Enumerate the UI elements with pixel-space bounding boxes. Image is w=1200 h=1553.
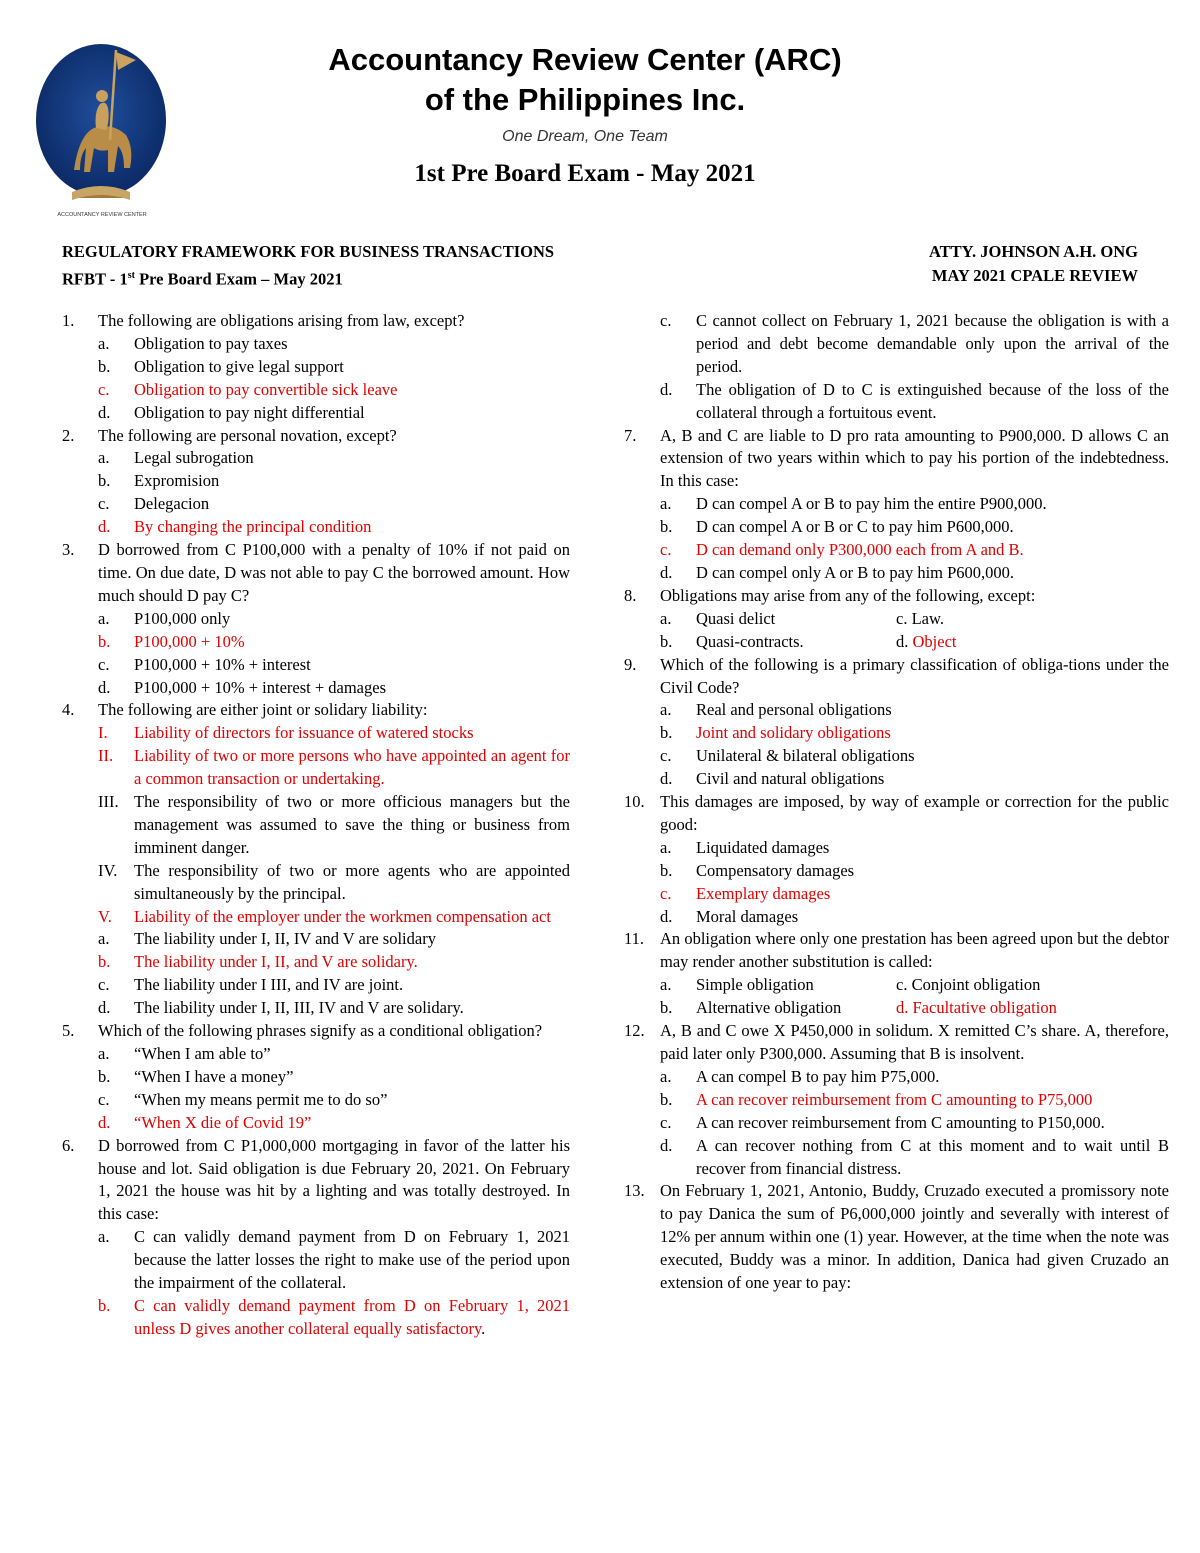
- option: a. Real and personal obligations: [660, 700, 892, 720]
- page-header: [230, 40, 940, 188]
- option: b. D can compel A or B or C to pay him P600,000.: [660, 517, 1014, 537]
- option-row: b. Quasi-contracts. d. Object: [660, 631, 957, 651]
- subject-info: [62, 240, 554, 292]
- option: d. Obligation to pay night differential: [98, 402, 365, 422]
- option: c. Delegacion: [98, 494, 210, 514]
- question-8: 8. Obligations may arise from any of the following, except:: [624, 585, 1036, 605]
- answer-option: b. Joint and solidary obligations: [660, 723, 891, 743]
- author-name: ATTY. JOHNSON A.H. ONG: [928, 242, 1138, 261]
- statement-item: III. The responsibility of two or more officious managers but the management was assumed to save the thing or business from imminent danger.: [98, 792, 570, 857]
- subject-title: REGULATORY FRAMEWORK FOR BUSINESS TRANSACTIONS: [62, 242, 555, 261]
- option-row: a. Quasi delict c. Law.: [660, 608, 944, 628]
- option: d. Civil and natural obligations: [660, 769, 885, 789]
- option: a. Obligation to pay taxes: [98, 333, 288, 353]
- question-10: 10. This damages are imposed, by way of example or correction for the public good:: [624, 792, 1169, 834]
- answer-option: b. The liability under I, II, and V are solidary.: [98, 952, 418, 972]
- answer-option: c. Exemplary damages: [660, 883, 831, 903]
- option: c. The liability under I III, and IV are joint.: [98, 975, 404, 995]
- answer-option: d. By changing the principal condition: [98, 517, 372, 537]
- answer-option: c. D can demand only P300,000 each from A and B.: [660, 540, 1024, 560]
- option: c. C cannot collect on February 1, 2021 because the obligation is with a period and debt become demandable only upon the arrival of the period.: [660, 311, 1169, 376]
- option: c. A can recover reimbursement from C amounting to P150,000.: [660, 1112, 1105, 1132]
- option: d. Moral damages: [660, 906, 799, 926]
- option: a. Liquidated damages: [660, 837, 830, 857]
- right-column: [624, 310, 1169, 1295]
- answer-option: b. A can recover reimbursement from C amounting to P75,000: [660, 1089, 1093, 1109]
- option: a. A can compel B to pay him P75,000.: [660, 1066, 940, 1086]
- answer-option: Object: [912, 631, 957, 651]
- question-11: 11. An obligation where only one prestation has been agreed upon but the debtor may render another substitution is called:: [624, 929, 1169, 972]
- answer-option: b. P100,000 + 10%: [98, 631, 245, 651]
- review-name: MAY 2021 CPALE REVIEW: [931, 266, 1138, 285]
- option: d. D can compel only A or B to pay him P600,000.: [660, 562, 1015, 582]
- option: a. “When I am able to”: [98, 1044, 271, 1063]
- option: a. Legal subrogation: [98, 448, 254, 468]
- exam-title: 1st Pre Board Exam - May 2021: [414, 160, 756, 187]
- answer-option: c. Obligation to pay convertible sick leave: [98, 379, 398, 399]
- option: c. “When my means permit me to do so”: [98, 1089, 388, 1109]
- exam-code: RFBT - 1st Pre Board Exam – May 2021: [62, 269, 343, 289]
- question-13: 13. On February 1, 2021, Antonio, Buddy, Cruzado executed a promissory note to pay Danica the sum of P6,000,000 jointly and severally with interest of 12% per annum within one (1) year. However, at the time when the note was executed, Buddy was a minor. In addition, Danica had given Cruzado an extension of one year to pay:: [624, 1181, 1169, 1293]
- statement-item: IV. The responsibility of two or more agents who are appointed simultaneously by the principal.: [98, 860, 570, 903]
- option-row: a. Simple obligation c. Conjoint obligation: [660, 975, 1041, 995]
- org-title-line2: of the Philippines Inc.: [424, 82, 746, 117]
- statement-item: V. Liability of the employer under the workmen compensation act: [98, 906, 551, 926]
- option: a. C can validly demand payment from D on February 1, 2021 because the latter losses the right to make use of the period upon the impairment of the collateral.: [98, 1227, 570, 1293]
- left-column: [62, 310, 570, 1341]
- option: a. The liability under I, II, IV and V are solidary: [98, 929, 436, 949]
- answer-option: d. “When X die of Covid 19”: [98, 1112, 312, 1132]
- author-info: [929, 240, 1138, 288]
- option: a. D can compel A or B to pay him the entire P900,000.: [660, 494, 1047, 514]
- statement-item: II. Liability of two or more persons who have appointed an agent for a common transaction or undertaking.: [98, 746, 570, 789]
- answer-option: b. C can validly demand payment from D on February 1, 2021 unless D gives another collateral equally satisfactory.: [98, 1295, 570, 1338]
- option: d. The liability under I, II, III, IV and V are solidary.: [98, 998, 464, 1018]
- arc-logo: [34, 40, 169, 220]
- question-2: 2. The following are personal novation, except?: [62, 425, 397, 445]
- question-6: 6. D borrowed from C P1,000,000 mortgaging in favor of the latter his house and lot. Said obligation is due February 20, 2021. On February 1, 2021 the house was hit by a lighting and was totally destroyed. In this case:: [62, 1135, 570, 1224]
- option: d. A can recover nothing from C at this moment and to wait until B recover from financial distress.: [660, 1135, 1169, 1178]
- answer-option: d. Facultative obligation: [896, 998, 1057, 1018]
- option: b. Obligation to give legal support: [98, 356, 344, 376]
- question-4: 4. The following are either joint or solidary liability:: [62, 700, 428, 720]
- option: a. P100,000 only: [98, 608, 231, 628]
- question-12: 12. A, B and C owe X P450,000 in solidum. X remitted C’s share. A, therefore, paid later only P300,000. Assuming that B is insolvent.: [624, 1021, 1169, 1063]
- motto: One Dream, One Team: [502, 128, 668, 145]
- option-row: b. Alternative obligation d. Facultative obligation: [624, 997, 1169, 1020]
- question-3: 3. D borrowed from C P100,000 with a penalty of 10% if not paid on time. On due date, D was not able to pay C the borrowed amount. How much should D pay C?: [62, 540, 570, 605]
- option: b. Compensatory damages: [660, 860, 855, 880]
- option: b. “When I have a money”: [98, 1066, 294, 1086]
- org-title-line1: Accountancy Review Center (ARC): [328, 42, 842, 77]
- option: b. Expromision: [98, 471, 220, 491]
- question-7: 7. A, B and C are liable to D pro rata amounting to P900,000. D allows C an extension of two years within which to pay his portion of the indebtedness. In this case:: [624, 425, 1169, 491]
- option: d. The obligation of D to C is extinguished because of the loss of the collateral through a fortuitous event.: [660, 379, 1169, 422]
- option: c. P100,000 + 10% + interest: [98, 654, 311, 674]
- question-5: 5. Which of the following phrases signify as a conditional obligation?: [62, 1021, 543, 1041]
- question-1: 1. The following are obligations arising from law, except?: [62, 311, 465, 330]
- statement-item: I. Liability of directors for issuance of watered stocks: [98, 723, 474, 743]
- svg-text:ACCOUNTANCY REVIEW CENTER: ACCOUNTANCY REVIEW CENTER: [57, 212, 147, 218]
- option: d. P100,000 + 10% + interest + damages: [98, 677, 387, 697]
- question-9: 9. Which of the following is a primary classification of obliga-tions under the Civil Code?: [624, 654, 1169, 697]
- option: c. Unilateral & bilateral obligations: [660, 746, 915, 766]
